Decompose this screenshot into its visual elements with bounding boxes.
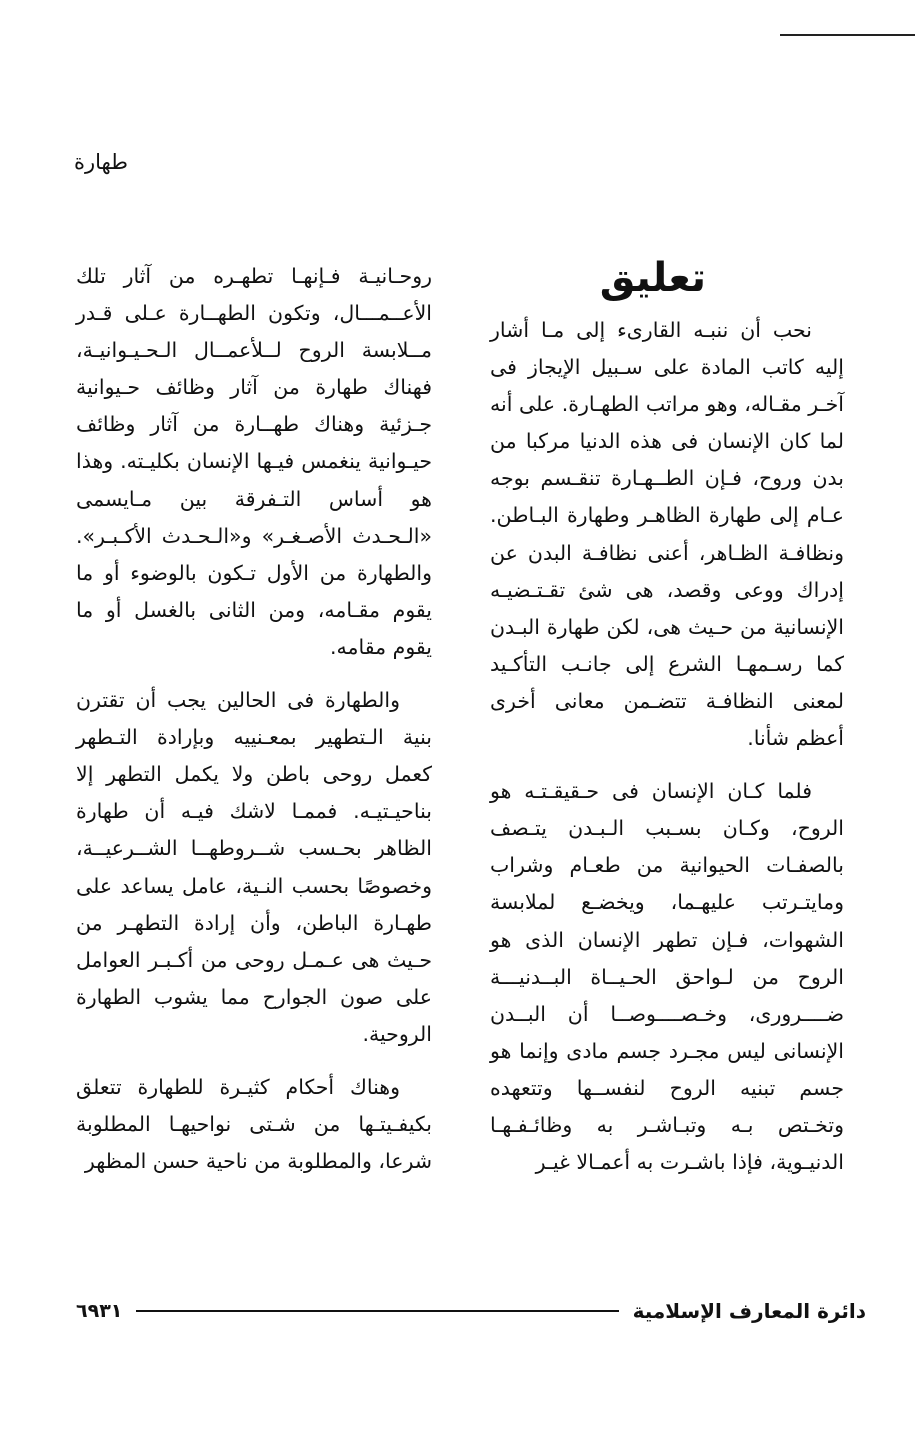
paragraph: فلما كـان الإنسان فى حـقيقـتـه هو الروح، وكـان بسـبب الـبـدن يتـصف بالصفـات الحيوانية من طعـام وشراب ومايتـرتب عليهـما، ويخضـع لملابسة الشهوات، فـإن تطهر الإنسان الذى هو الروح من لـواحق الحـيــاة البــدنيـــة ضــــرورى، وخـصــــوصــا أن البــدن الإنسانى ليس مجـرد جسم مادى وإنما هو جسم تبنيه الروح لنفســها وتتعهده وتخـتص بـه وتبـاشـر به وظائـفـهـا الدنيـوية، فإذا باشـرت به أعمـالا غيـر bbox=[490, 779, 844, 1175]
footer-rule bbox=[136, 1310, 618, 1312]
page-number: ٦٩٣١ bbox=[76, 1300, 123, 1322]
footer-title: دائرة المعارف الإسلامية bbox=[632, 1299, 866, 1323]
top-rule bbox=[780, 34, 915, 36]
paragraph: وهناك أحكام كثيـرة للطهارة تتعلق بكيفـيتـها من شـتى نواحيهـا المطلوبة شرعا، والمطلوبة من ناحية حسن المظهر bbox=[76, 1074, 432, 1174]
left-column bbox=[76, 258, 432, 1196]
paragraph: نحب أن ننبـه القارىء إلى مـا أشار إليه كاتب المادة على سـبيل الإيجاز فى آخـر مقـاله، وهو مراتب الطهـارة. على أنه لما كان الإنسان فى هذه الدنيا مركبا من بدن وروح، فـإن الطــهـارة تنقـسم بوجه عـام إلى طهارة الظاهـر وطهارة البـاطن. ونظافـة الظـاهر، أعنى نظافـة البدن عن إدراك ووعى وقصد، هى شئ تقـتـضيـه الإنسانية من حـيث هى، لكن طهارة البـدن كما رسـمهـا الشرع إلى جانـب التأكـيد لمعنى النظافـة تتضـمن معانى أخرى أعظم شأنا. bbox=[490, 318, 844, 751]
paragraph: والطهارة فى الحالين يجب أن تقترن بنية الـتطهير بمعـنييه وبإرادة التـطهر كعمل روحى باطن ولا يكمل التطهر إلا بناحيـتيـه. فممـا لاشك فيـه أن طهارة الظاهر بحـسب شــروطهــا الشــرعيــة، وخصوصًا بحسب النـية، عامل يساعد على طهـارة الباطن، وأن إرادة التطهـر من حـيث هى عـمـل روحى من أكـبـر العوامل على صون الجوارح مما يشوب الطهارة الروحية. bbox=[76, 688, 432, 1046]
page-footer bbox=[76, 1296, 866, 1326]
running-head: طهارة bbox=[74, 150, 128, 174]
paragraph: روحـانيـة فـإنهـا تطهـره من آثار تلك الأعــمـــال، وتكون الطهــارة عـلى قـدر مــلابسة الروح لــلأعمــال الـحـيـوانيـة، فهناك طهارة من آثار وظائف حـيوانية جـزئية وهناك طهــارة من آثار وظائف حيـوانية ينغمس فيـها الإنسان بكليـته. وهذا هو أساس التـفرقة بين مـايسمى «الـحـدث الأصـغـر» و«الـحـدث الأكـبـر». والطهارة من الأول تـكون بالوضوء أو ما يقوم مقـامه، ومن الثانى بالغسل أو ما يقوم مقامه. bbox=[76, 264, 432, 659]
section-heading: تعليق bbox=[599, 255, 706, 301]
right-column bbox=[490, 312, 844, 1197]
